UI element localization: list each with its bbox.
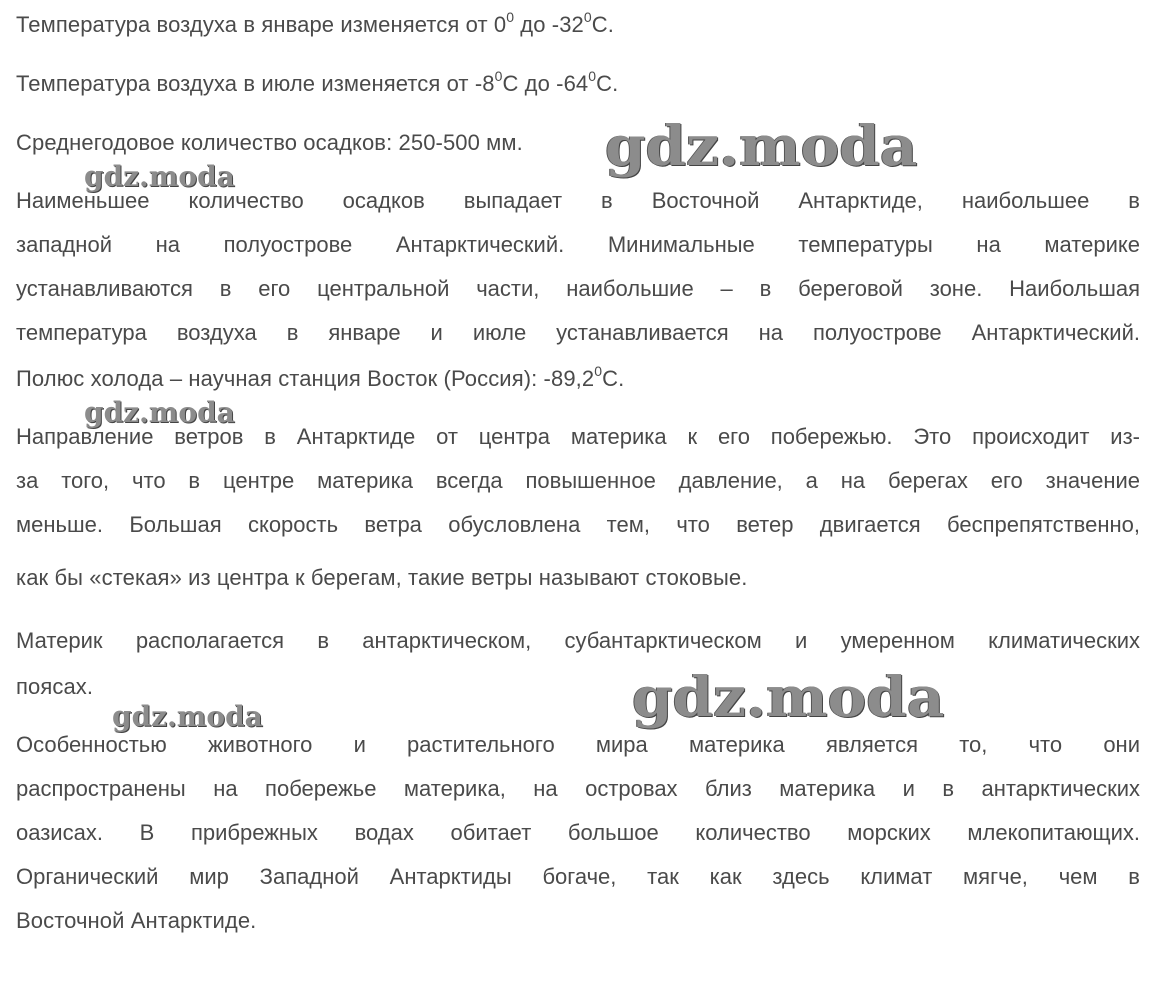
degree-superscript: 0 [506, 9, 515, 25]
watermark-logo: gdz.moda [84, 160, 235, 193]
degree-superscript: 0 [494, 68, 503, 84]
watermark-logo: gdz.moda [605, 113, 918, 179]
paragraph-6-line-1: Материк располагается в антарктическом, субантарктическом и умеренном климатических [16, 628, 1140, 653]
degree-superscript: 0 [588, 68, 597, 84]
paragraph-4-line-2: западной на полуострове Антарктический. Минимальные температуры на материке [16, 232, 1140, 257]
text-segment: С до -64 [502, 71, 589, 96]
paragraph-5-line-4: как бы «стекая» из центра к берегам, такие ветры называют стоковые. [16, 565, 748, 590]
paragraph-precipitation: Среднегодовое количество осадков: 250-500 мм. [16, 130, 523, 155]
paragraph-5-line-1: Направление ветров в Антарктиде от центра материка к его побережью. Это происходит из- [16, 424, 1140, 449]
watermark-logo: gdz.moda [84, 396, 235, 429]
paragraph-4-line-1: Наименьшее количество осадков выпадает в Восточной Антарктиде, наибольшее в [16, 188, 1140, 213]
text-segment: до -32 [514, 12, 584, 37]
text-segment: Полюс холода – научная станция Восток (Россия): -89,2 [16, 366, 595, 391]
paragraph-7-line-4: Органический мир Западной Антарктиды богаче, так как здесь климат мягче, чем в [16, 864, 1140, 889]
paragraph-july-temperature [16, 68, 619, 97]
degree-superscript: 0 [594, 363, 603, 379]
paragraph-7-line-2: распространены на побережье материка, на островах близ материка и в антарктических [16, 776, 1140, 801]
text-segment: Температура воздуха в январе изменяется от 0 [16, 12, 507, 37]
paragraph-5-line-3: меньше. Большая скорость ветра обусловлена тем, что ветер двигается беспрепятственно, [16, 512, 1140, 537]
paragraph-7-line-5: Восточной Антарктиде. [16, 908, 257, 933]
paragraph-6-line-2: поясах. [16, 674, 94, 699]
paragraph-4-line-3: устанавливаются в его центральной части, наибольшие – в береговой зоне. Наибольшая [16, 276, 1140, 301]
text-segment: С. [591, 12, 614, 37]
text-segment: С. [602, 366, 625, 391]
text-segment: Температура воздуха в июле изменяется от -8 [16, 71, 495, 96]
watermark-logo: gdz.moda [632, 664, 945, 730]
watermark-logo: gdz.moda [112, 700, 263, 733]
paragraph-4-line-4: температура воздуха в январе и июле устанавливается на полуострове Антарктический. [16, 320, 1140, 345]
paragraph-7-line-1: Особенностью животного и растительного мира материка является то, что они [16, 732, 1140, 757]
text-segment: С. [596, 71, 619, 96]
paragraph-4-line-5 [16, 363, 625, 392]
degree-superscript: 0 [583, 9, 592, 25]
paragraph-7-line-3: оазисах. В прибрежных водах обитает большое количество морских млекопитающих. [16, 820, 1140, 845]
paragraph-5-line-2: за того, что в центре материка всегда повышенное давление, а на берегах его значение [16, 468, 1140, 493]
paragraph-january-temperature [16, 9, 614, 38]
